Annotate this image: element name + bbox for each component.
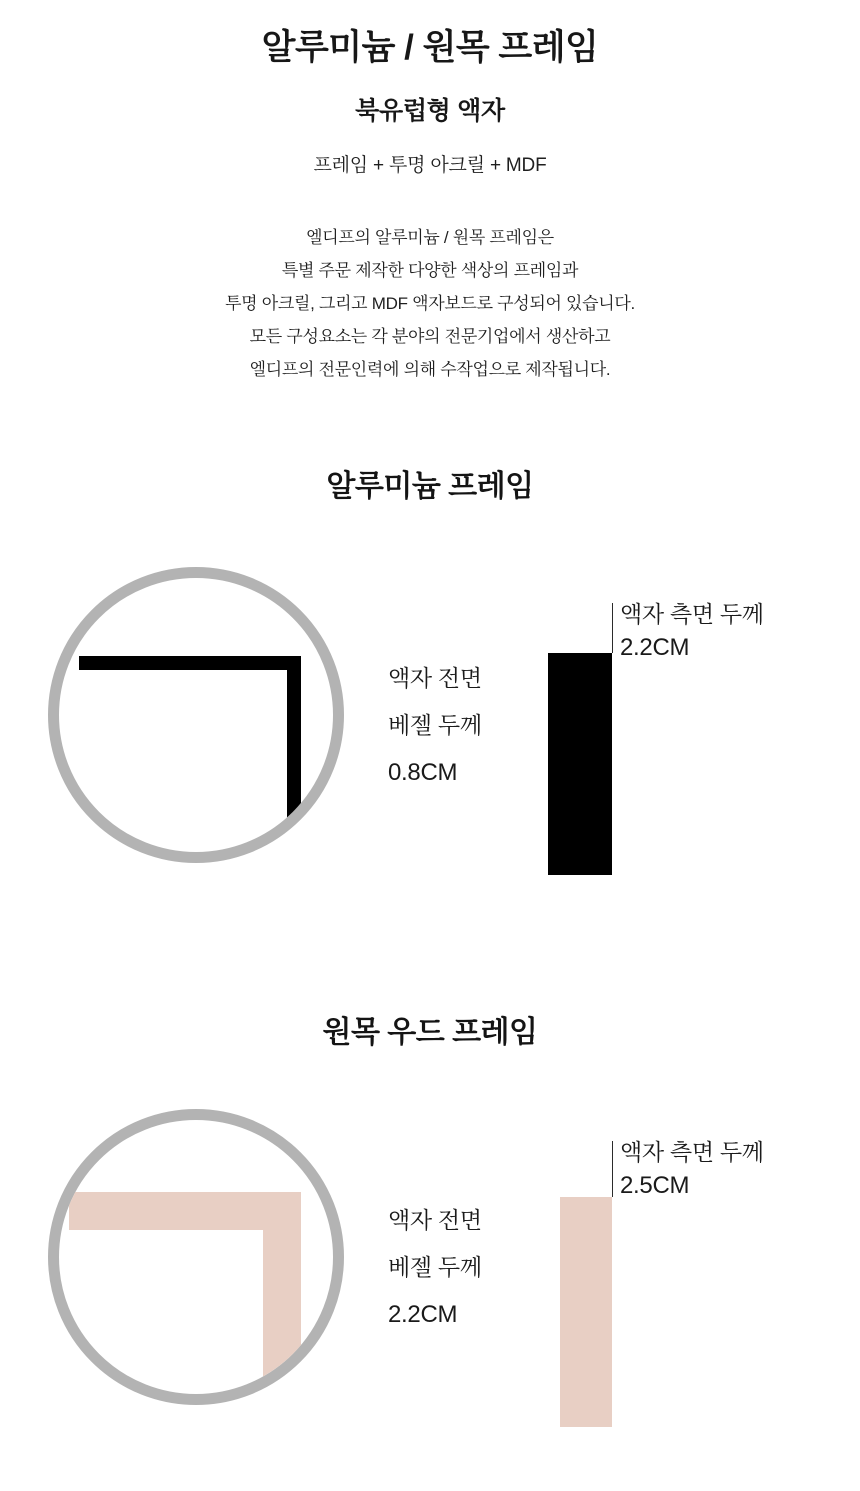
- side-thickness-label-text: 액자 측면 두께: [620, 600, 764, 627]
- frame-corner-circle-wood: [48, 1109, 344, 1405]
- page-title: 알루미늄 / 원목 프레임: [261, 28, 599, 67]
- side-thickness-label-text: 액자 측면 두께: [620, 1138, 764, 1165]
- description-line: 특별 주문 제작한 다양한 색상의 프레임과: [281, 260, 579, 280]
- side-tick-wood: [612, 1141, 613, 1197]
- front-bezel-label-line1: 액자 전면: [388, 664, 482, 691]
- side-tick-aluminum: [612, 603, 613, 653]
- diagram-wood: [0, 1109, 860, 1439]
- front-bezel-label-wood: [388, 1197, 482, 1338]
- side-thickness-value-wood: 2.5CM: [620, 1171, 690, 1199]
- section-heading-wood: 원목 우드 프레임: [322, 1015, 538, 1049]
- side-thickness-label-wood: [620, 1135, 764, 1203]
- front-bezel-value-aluminum: 0.8CM: [388, 758, 458, 786]
- description-line: 엘디프의 전문인력에 의해 수작업으로 제작됩니다.: [249, 359, 611, 379]
- description-block: [0, 221, 860, 386]
- section-heading-aluminum: 알루미늄 프레임: [326, 469, 534, 503]
- frame-bezel-horizontal-aluminum: [79, 656, 301, 670]
- composition-text: 프레임 + 투명 아크릴 + MDF: [313, 154, 547, 176]
- frame-bezel-vertical-wood: [263, 1192, 301, 1405]
- side-thickness-bar-aluminum: [548, 653, 612, 875]
- side-thickness-bar-wood: [560, 1197, 612, 1427]
- front-bezel-value-wood: 2.2CM: [388, 1300, 458, 1328]
- frame-bezel-vertical-aluminum: [287, 656, 301, 863]
- description-line: 투명 아크릴, 그리고 MDF 액자보드로 구성되어 있습니다.: [225, 293, 635, 313]
- side-thickness-value-aluminum: 2.2CM: [620, 633, 690, 661]
- header-block: [0, 0, 860, 386]
- front-bezel-label-line2: 베젤 두께: [388, 1253, 482, 1280]
- front-bezel-label-line1: 액자 전면: [388, 1206, 482, 1233]
- page-subtitle: 북유럽형 액자: [355, 96, 505, 125]
- front-bezel-label-line2: 베젤 두께: [388, 711, 482, 738]
- description-line: 엘디프의 알루미늄 / 원목 프레임은: [306, 227, 554, 247]
- diagram-aluminum: [0, 567, 860, 897]
- front-bezel-label-aluminum: [388, 655, 482, 796]
- side-thickness-label-aluminum: [620, 597, 764, 665]
- description-line: 모든 구성요소는 각 분야의 전문기업에서 생산하고: [249, 326, 611, 346]
- frame-corner-circle-aluminum: [48, 567, 344, 863]
